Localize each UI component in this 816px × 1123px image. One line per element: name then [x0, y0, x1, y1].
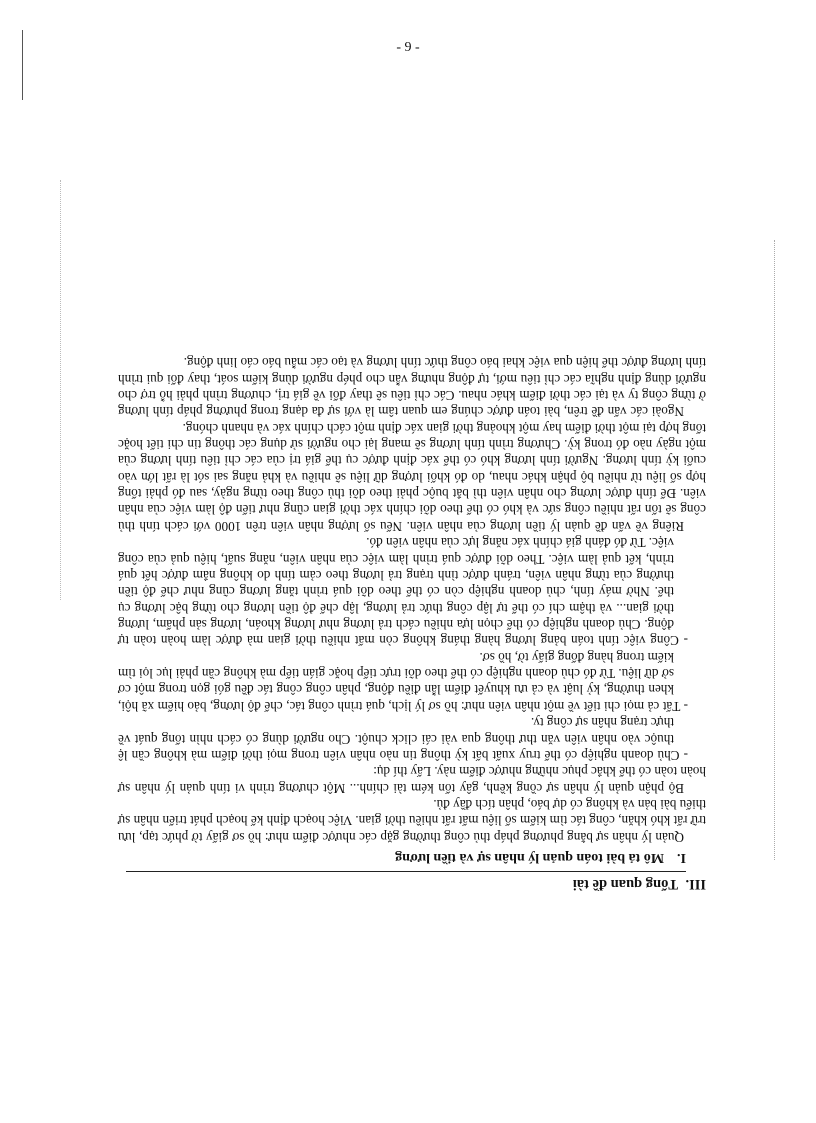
bullet-item: - Công việc tính toán bảng lương hàng tháng không còn mất nhiều thời gian mà được làm hoàn toàn tự động. Chủ doanh nghiệp có thể chọn lựa nhiều cách trả lương như lương khoán, lương sản phẩm, lương thời gian... và thậm chí có thể tự lập công thức trả lương, lập chế độ tiền lương cho từng bậc lương cụ thể. Nhờ máy tính, chủ doanh nghiệp còn có thể theo dõi quá trình tăng lương cũng như chế độ tiền thưởng của từng nhân viên, tránh được tình trạng trả lương theo cảm tính do không nắm được hết quá trình, kết quả làm việc. Theo dõi được quá trình làm việc của nhân viên, năng suất, hiệu quả của công việc. Từ đó đánh giá chính xác năng lực của nhân viên đó. [118, 535, 688, 649]
paragraph: Riêng về vấn đề quản lý tiền lương của nhân viên. Nếu số lượng nhân viên trên 1000 với cách tính thủ công sẽ tốn rất nhiều công sức và khó có thể theo dõi chính xác thời gian cũng như tiến độ làm việc của nhân viên. Để tính được lương cho nhân viên thì bắt buộc phải theo dõi thủ công theo từng ngày, sau đó phải tổng hợp số liệu từ nhiều bộ phận khác nhau, do đó khối lượng dữ liệu sẽ nhiều và khả năng sai sót là rất lớn vào cuối kỳ tính lương. Người tính lương khó có thể xác định được cụ thể giá trị của các chỉ tiêu tính lương của một ngày nào đó trong kỳ. Chương trình tính lương sẽ mang lại cho người sử dụng các thông tin chi tiết hoặc tổng hợp tại một thời điểm hay một khoảng thời gian xác định một cách chính xác và nhanh chóng. [118, 420, 706, 534]
bullet-item: - Chủ doanh nghiệp có thể truy xuất bất kỳ thông tin nào nhân viên trong mọi thời điểm mà không cần lệ thuộc vào nhân viên văn thư thông qua vài cái click chuột. Cho người dùng có cách nhìn tổng quát về thực trạng nhân sự công ty. [118, 715, 688, 763]
heading-rule [126, 871, 686, 872]
bullet-item: - Tất cả mọi chi tiết về một nhân viên như: hồ sơ lý lịch, quá trình công tác, chế độ lương, bảo hiểm xã hội, khen thưởng, kỷ luật và cả ưu khuyết điểm lẫn điều động, phân công công tác đều gói gọn trong một cơ sở dữ liệu. Từ đó chủ doanh nghiệp có thể theo dõi trực tiếp hoặc gián tiếp mà không cần phải lục lọi tìm kiếm trong hàng đống giấy tờ, hồ sơ. [118, 649, 688, 714]
section-number: III. [685, 876, 706, 892]
subsection-title: Mô tả bài toán quản lý nhân sự và tiền lương [395, 850, 664, 866]
section-title: Tổng quan đề tài [572, 876, 678, 892]
rotated-page-content [118, 172, 706, 892]
subsection-heading [118, 849, 686, 866]
paragraph: Ngoài các vấn đề trên, bài toán được chúng em quan tâm là với sự đa dạng trong phương pháp tính lương ở từng công ty và tại các thời điểm khác nhau. Các chỉ tiêu sẽ thay đổi về giá trị, chương trình phải hỗ trợ cho người dùng định nghĩa các chỉ tiêu mới, tự động nhưng vẫn cho phép người dùng kiểm soát, thay đổi qui trình tính lương được thể hiện qua việc khai báo công thức tính lương và tạo các mẫu báo cáo linh động. [118, 355, 706, 420]
scan-dotted-mark-left [60, 180, 62, 600]
section-heading [118, 874, 706, 892]
page-number: - 9 - [396, 40, 420, 55]
paragraph: Bộ phận quản lý nhân sự cồng kềnh, gây tốn kém tài chính... Một chương trình vi tính quản lý nhân sự hoàn toàn có thể khắc phục những nhược điểm này. Lấy thí dụ: [118, 764, 706, 796]
paragraph: Quản lý nhân sự bằng phương pháp thủ công thường gặp các nhược điểm như: hồ sơ giấy tờ phức tạp, lưu trữ rất khó khăn, công tác tìm kiếm số liệu mất rất nhiều thời gian. Việc hoạch định kế hoạch phát triển nhân sự thiếu bài bản và không có dự báo, phân tích đầy đủ. [118, 796, 706, 845]
subsection-number: I. [677, 850, 686, 866]
scan-dotted-mark-right [774, 240, 776, 860]
